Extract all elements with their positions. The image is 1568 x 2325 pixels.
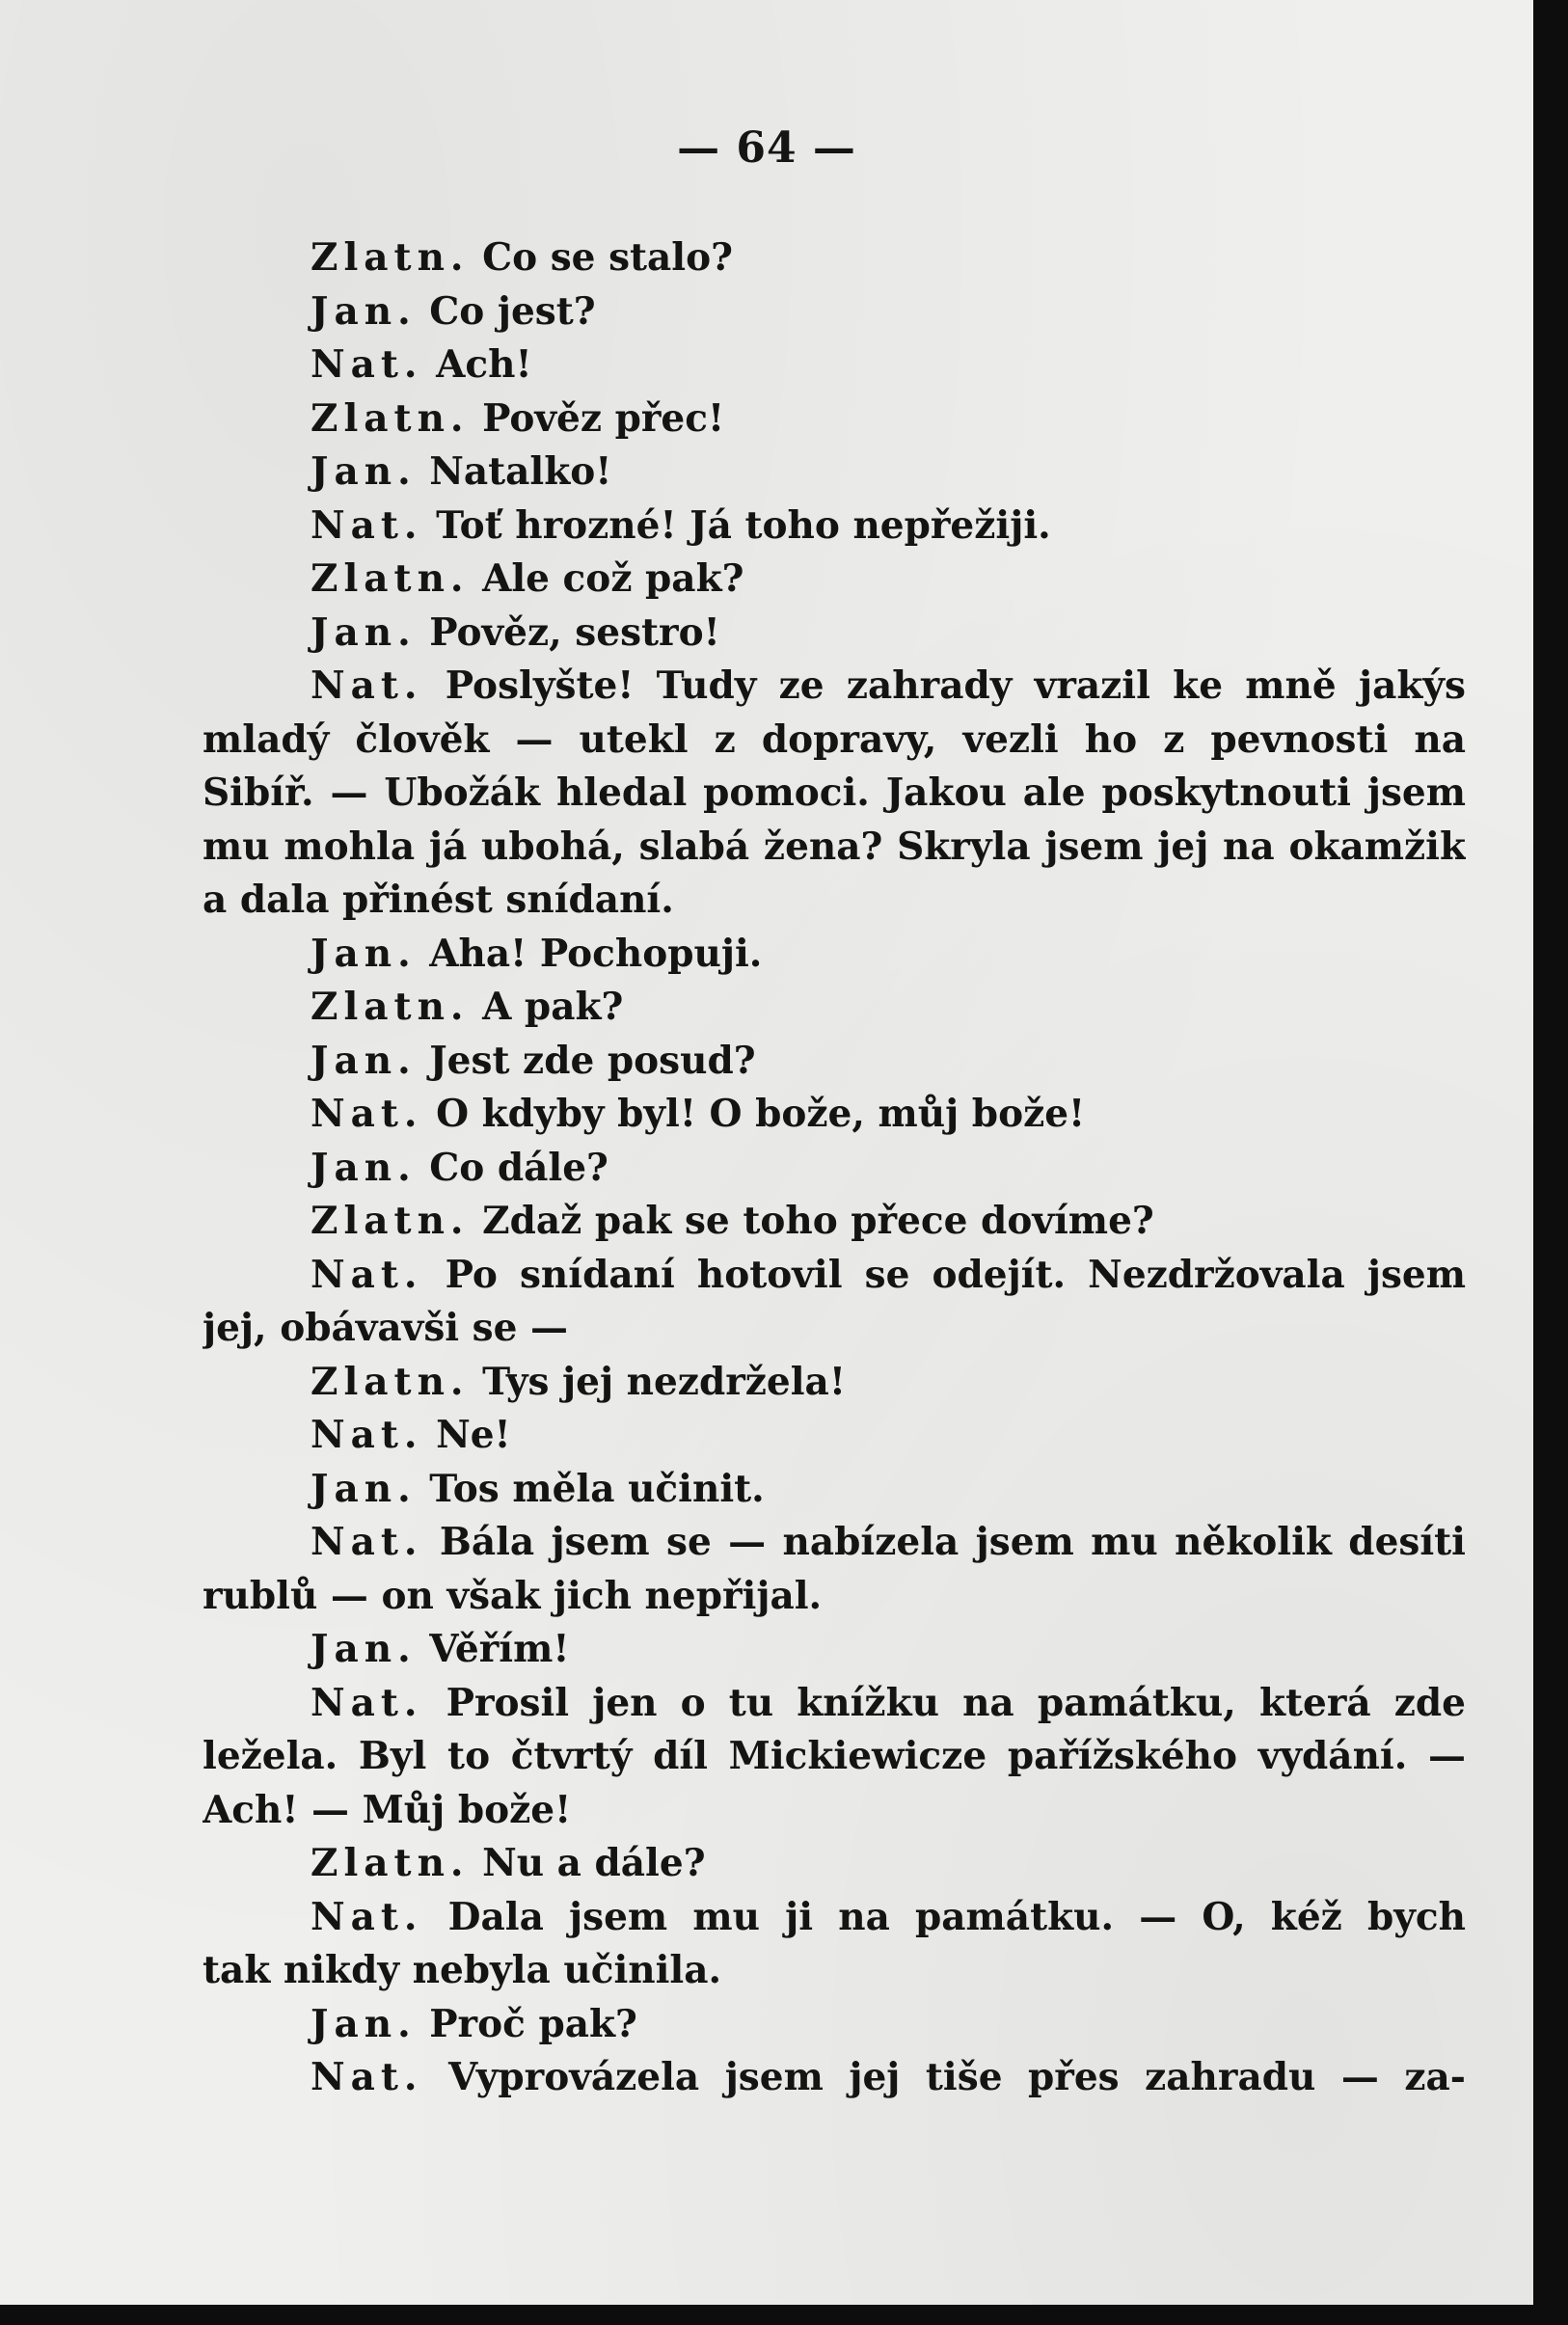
speaker-name: Jan. xyxy=(311,1466,417,1511)
line-text: Co dále? xyxy=(416,1145,608,1190)
text-line xyxy=(203,928,1466,982)
line-text: Tys jej nezdržela! xyxy=(469,1359,846,1404)
text-line xyxy=(203,231,1466,285)
line-text: Nu a dále? xyxy=(469,1841,706,1885)
line-text: Zdaž pak se toho přece dovíme? xyxy=(469,1199,1154,1243)
text-line xyxy=(203,1677,1466,1731)
speaker-name: Zlatn. xyxy=(311,985,470,1029)
line-text: Pověz, sestro! xyxy=(416,609,720,655)
line-text: Ach! xyxy=(422,342,532,387)
line-text: Bála jsem se — nabízela jsem mu několik desíti xyxy=(422,1520,1466,1564)
line-text: Poslyšte! Tudy ze zahrady vrazil ke mně jakýs xyxy=(422,663,1466,708)
speaker-name: Nat. xyxy=(311,1680,423,1725)
line-text: A pak? xyxy=(469,985,624,1029)
scan-edge-bottom xyxy=(0,2305,1568,2325)
line-text: Věřím! xyxy=(416,1627,570,1671)
speaker-name: Zlatn. xyxy=(311,1359,470,1404)
text-line xyxy=(203,2051,1466,2105)
speaker-name: Zlatn. xyxy=(311,1841,470,1885)
line-text: Po snídaní hotovil se odejít. Nezdržovala jsem xyxy=(422,1252,1466,1297)
speaker-name: Nat. xyxy=(311,1894,423,1939)
speaker-name: Jan. xyxy=(311,2001,417,2046)
text-line xyxy=(203,1784,1466,1838)
text-line xyxy=(203,285,1466,339)
line-text: tak nikdy nebyla učinila. xyxy=(203,1948,722,1992)
dialogue-text xyxy=(203,231,1466,2105)
line-text: Natalko! xyxy=(416,449,612,494)
line-text: mu mohla já ubohá, slabá žena? Skryla jsem jej na okamžik xyxy=(203,824,1466,869)
text-line xyxy=(203,1837,1466,1891)
text-line xyxy=(203,1463,1466,1517)
text-line xyxy=(203,1142,1466,1196)
text-line xyxy=(203,338,1466,392)
line-text: Ale což pak? xyxy=(469,556,744,601)
speaker-name: Jan. xyxy=(311,1145,417,1190)
speaker-name: Zlatn. xyxy=(311,395,470,441)
scan-edge-right xyxy=(1533,0,1568,2325)
line-text: Dala jsem mu ji na památku. — O, kéž bych xyxy=(422,1894,1466,1939)
line-text: Tos měla učinit. xyxy=(416,1466,765,1511)
line-text: O kdyby byl! O bože, můj bože! xyxy=(422,1092,1086,1136)
text-line xyxy=(203,1088,1466,1142)
text-line xyxy=(203,767,1466,821)
speaker-name: Nat. xyxy=(311,502,423,548)
text-line xyxy=(203,1998,1466,2052)
line-text: Co jest? xyxy=(416,288,596,334)
line-text: Toť hrozné! Já toho nepřežiji. xyxy=(422,502,1051,548)
speaker-name: Jan. xyxy=(311,1627,417,1671)
text-line xyxy=(203,1730,1466,1784)
speaker-name: Zlatn. xyxy=(311,235,470,280)
line-text: rublů — on však jich nepřijal. xyxy=(203,1573,823,1618)
text-line xyxy=(203,874,1466,928)
text-line xyxy=(203,1570,1466,1624)
line-text: Pověz přec! xyxy=(469,395,725,441)
line-text: Proč pak? xyxy=(416,2001,637,2046)
speaker-name: Zlatn. xyxy=(311,556,470,601)
speaker-name: Jan. xyxy=(311,449,417,494)
speaker-name: Nat. xyxy=(311,1252,423,1297)
speaker-name: Nat. xyxy=(311,1413,423,1457)
speaker-name: Nat. xyxy=(311,342,423,387)
text-line xyxy=(203,1249,1466,1303)
text-line xyxy=(203,1195,1466,1249)
line-text: mladý člověk — utekl z dopravy, vezli ho z pevnosti na xyxy=(203,716,1466,762)
speaker-name: Zlatn. xyxy=(311,1199,470,1243)
line-text: ležela. Byl to čtvrtý díl Mickiewicze pařížského vydání. — xyxy=(203,1734,1466,1778)
text-line xyxy=(203,1516,1466,1570)
text-line xyxy=(203,1302,1466,1356)
text-line xyxy=(203,1891,1466,1945)
line-text: Aha! Pochopuji. xyxy=(416,931,763,976)
line-text: Ach! — Můj bože! xyxy=(203,1787,572,1832)
text-line xyxy=(203,500,1466,554)
speaker-name: Nat. xyxy=(311,1520,423,1564)
speaker-name: Nat. xyxy=(311,663,423,708)
line-text: Co se stalo? xyxy=(469,235,733,280)
speaker-name: Jan. xyxy=(311,1038,417,1083)
speaker-name: Jan. xyxy=(311,609,417,655)
line-text: Jest zde posud? xyxy=(416,1038,756,1083)
speaker-name: Jan. xyxy=(311,931,417,976)
line-text: Sibíř. — Ubožák hledal pomoci. Jakou ale poskytnouti jsem xyxy=(203,770,1466,815)
text-line xyxy=(203,660,1466,714)
speaker-name: Nat. xyxy=(311,2055,423,2099)
text-line xyxy=(203,1623,1466,1677)
text-line xyxy=(203,553,1466,607)
line-text: Ne! xyxy=(422,1413,511,1457)
text-line xyxy=(203,981,1466,1035)
line-text: Vyprovázela jsem jej tiše přes zahradu — za- xyxy=(422,2055,1466,2099)
line-text: jej, obávavši se — xyxy=(203,1306,569,1350)
text-line xyxy=(203,1035,1466,1089)
text-line xyxy=(203,1356,1466,1410)
text-line xyxy=(203,821,1466,875)
text-line xyxy=(203,714,1466,768)
text-line xyxy=(203,1944,1466,1998)
text-line xyxy=(203,1409,1466,1463)
text-line xyxy=(203,392,1466,446)
text-line xyxy=(203,446,1466,500)
line-text: Prosil jen o tu knížku na památku, která zde xyxy=(422,1680,1466,1725)
speaker-name: Nat. xyxy=(311,1092,423,1136)
speaker-name: Jan. xyxy=(311,288,417,334)
text-line xyxy=(203,607,1466,661)
page-number: — 64 — xyxy=(677,123,856,173)
line-text: a dala přinést snídaní. xyxy=(203,878,674,922)
